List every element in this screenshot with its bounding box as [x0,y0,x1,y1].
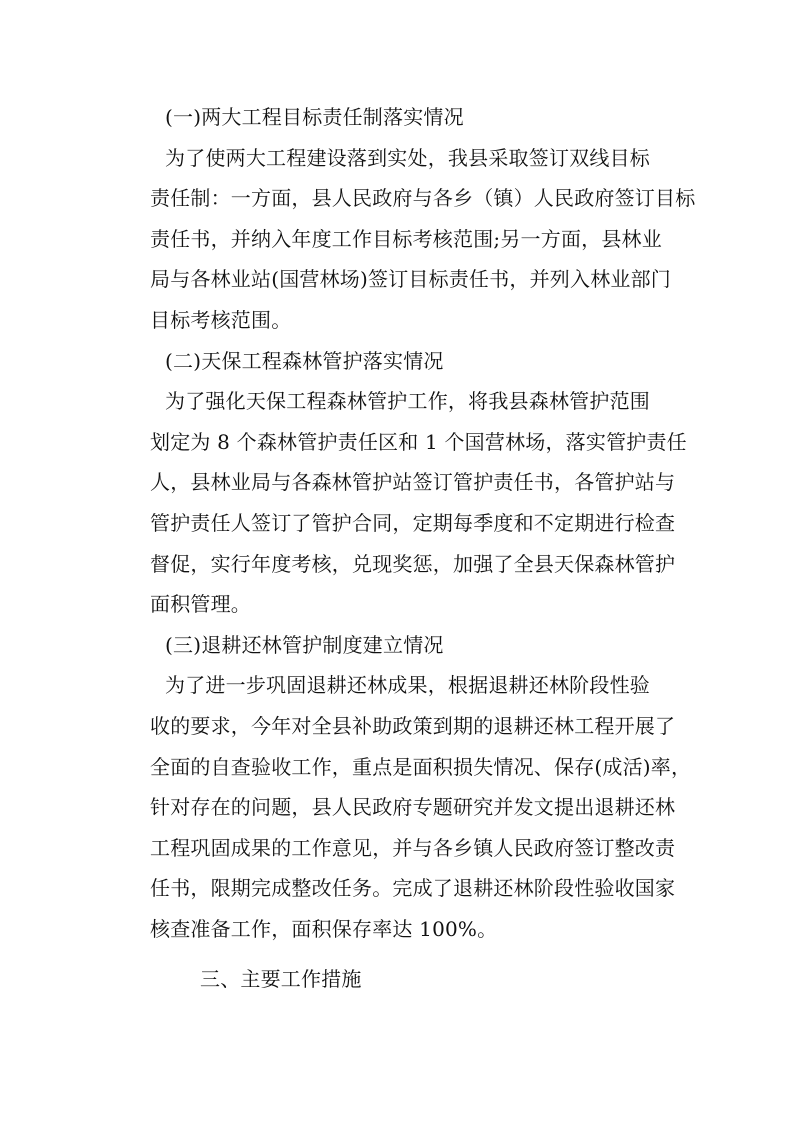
section-3 [150,625,692,950]
paragraph-line: 划定为 8 个森林管护责任区和 1 个国营林场，落实管护责任 [150,429,687,454]
section-heading: (三)退耕还林管护制度建立情况 [165,632,444,657]
paragraph-line: 工程巩固成果的工作意见，并与各乡镇人民政府签订整改责 [150,835,676,860]
section-title: 三、主要工作措施 [200,967,362,992]
paragraph-line: 为了使两大工程建设落到实处，我县采取签订双线目标 [165,145,650,170]
paragraph-line: 核查准备工作，面积保存率达 100%。 [150,916,498,941]
paragraph-line: 责任书，并纳入年度工作目标考核范围;另一方面，县林业 [150,226,662,251]
section-heading: (二)天保工程森林管护落实情况 [165,348,444,373]
paragraph-line: 面积管理。 [150,592,251,617]
paragraph-line: 全面的自查验收工作，重点是面积损失情况、保存(成活)率， [150,754,692,779]
paragraph-line: 针对存在的问题，县人民政府专题研究并发文提出退耕还林 [150,795,676,820]
paragraph-line: 为了进一步巩固退耕还林成果，根据退耕还林阶段性验 [165,673,650,698]
document-body [150,97,696,1000]
section-heading: (一)两大工程目标责任制落实情况 [165,105,464,129]
paragraph-line: 为了强化天保工程森林管护工作，将我县森林管护范围 [165,389,650,414]
paragraph-line: 人，县林业局与各森林管护站签订管护责任书，各管护站与 [150,470,676,495]
paragraph-line: 责任制：一方面，县人民政府与各乡（镇）人民政府签订目标 [150,186,696,211]
paragraph-line: 局与各林业站(国营林场)签订目标责任书，并列入林业部门 [150,267,672,292]
section-1 [150,97,696,341]
paragraph-line: 任书，限期完成整改任务。完成了退耕还林阶段性验收国家 [150,876,676,901]
paragraph-line: 目标考核范围。 [150,307,292,332]
paragraph-line: 收的要求，今年对全县补助政策到期的退耕还林工程开展了 [150,713,676,738]
section-2 [150,341,687,625]
paragraph-line: 督促，实行年度考核，兑现奖惩，加强了全县天保森林管护 [150,551,676,576]
paragraph-line: 管护责任人签订了管护合同，定期每季度和不定期进行检查 [150,510,676,535]
